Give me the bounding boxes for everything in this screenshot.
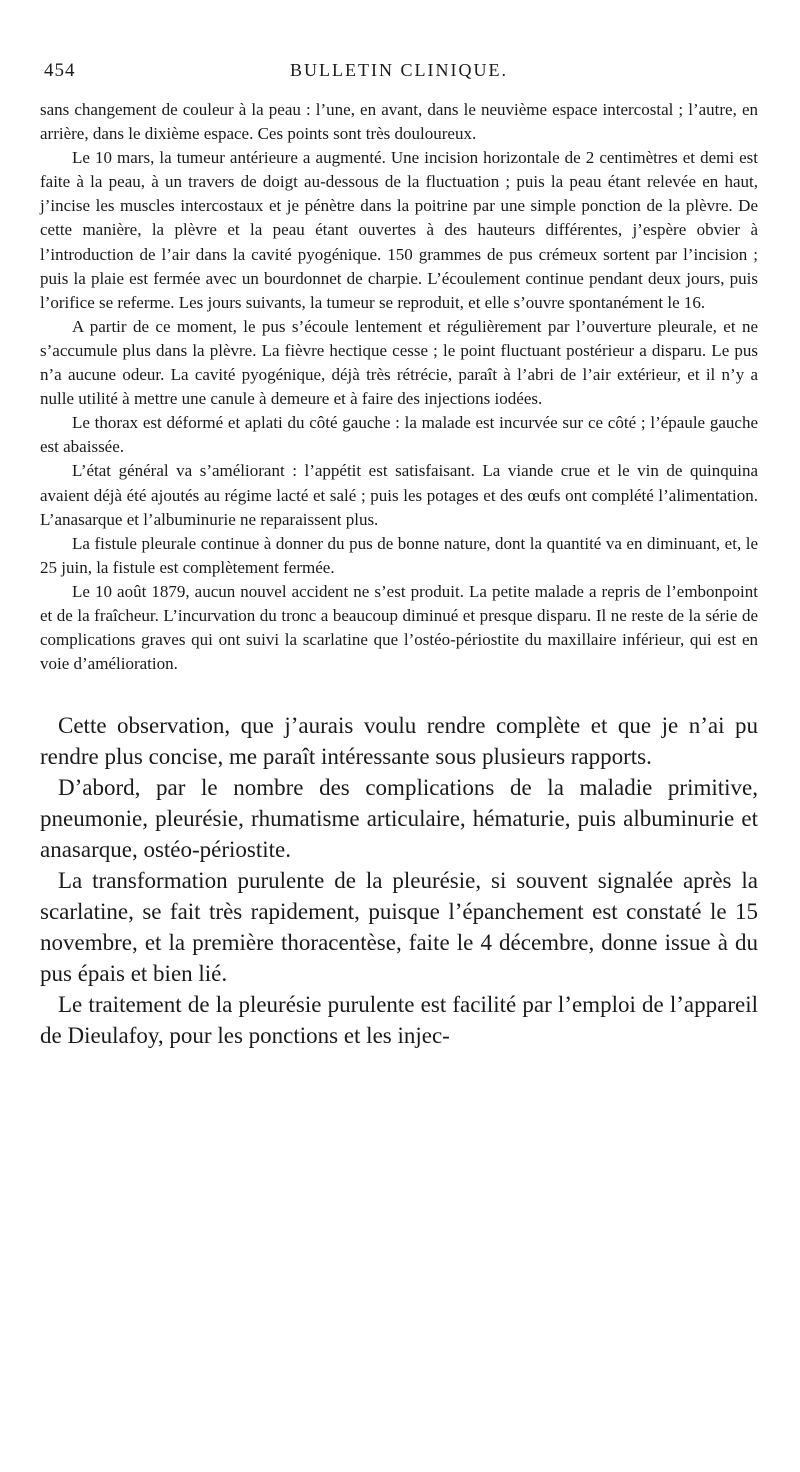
paragraph-1: sans changement de couleur à la peau : l’une, en avant, dans le neuvième espace intercostal ; l’autre, en arrière, dans le dixième espace. Ces points sont très douloureux. — [40, 100, 758, 144]
running-title: BULLETIN CLINIQUE. — [290, 60, 508, 80]
paragraph-5: L’état général va s’améliorant : l’appétit est satisfaisant. La viande crue et le vin de quinquina avaient déjà été ajoutés au régime lacté et salé ; puis les potages et des œufs ont complété l’alimentation. L’anasarque et l’albuminurie ne reparaissent plus. — [40, 461, 758, 529]
paragraph-6: La fistule pleurale continue à donner du pus de bonne nature, dont la quantité va en diminuant, et, le 25 juin, la fistule est complètement fermée. — [40, 533, 758, 577]
commentary-paragraph-4: Le traitement de la pleurésie purulente est facilité par l’emploi de l’appareil de Dieulafoy, pour les ponctions et les injec- — [40, 992, 758, 1049]
commentary-paragraph-3: La transformation purulente de la pleurésie, si souvent signalée après la scarlatine, se fait très rapidement, puisque l’épanchement est constaté le 15 novembre, et la première thoracentèse, faite le 4 décembre, donne issue à du pus épais et bien lié. — [40, 868, 758, 987]
commentary-text — [40, 710, 758, 1051]
page — [40, 50, 758, 1051]
commentary-paragraph-2: D’abord, par le nombre des complications de la maladie primitive, pneumonie, pleurésie, rhumatisme articulaire, hématurie, puis albuminurie et anasarque, ostéo-périostite. — [40, 775, 758, 863]
case-report-text — [40, 98, 758, 676]
paragraph-3: A partir de ce moment, le pus s’écoule lentement et régulièrement par l’ouverture pleurale, et ne s’accumule plus dans la plèvre. La fièvre hectique cesse ; le point fluctuant postérieur a disparu. Le pus n’a aucune odeur. La cavité pyogénique, déjà très rétrécie, paraît à l’abri de l’air extérieur, et il n’y a nulle utilité à mettre une canule à demeure et à faire des injections iodées. — [40, 316, 758, 409]
running-head — [40, 50, 758, 90]
paragraph-7: Le 10 août 1879, aucun nouvel accident ne s’est produit. La petite malade a repris de l’embonpoint et de la fraîcheur. L’incurvation du tronc a beaucoup diminué et presque disparu. Il ne reste de la série de complications graves qui ont suivi la scarlatine que l’ostéo-périostite du maxillaire inférieur, qui est en voie d’amélioration. — [40, 581, 758, 674]
paragraph-4: Le thorax est déformé et aplati du côté gauche : la malade est incurvée sur ce côté ; l’épaule gauche est abaissée. — [40, 413, 758, 457]
paragraph-2: Le 10 mars, la tumeur antérieure a augmenté. Une incision horizontale de 2 centimètres et demi est faite à la peau, à un travers de doigt au-dessous de la fluctuation ; puis la peau étant relevée en haut, j’incise les muscles intercostaux et je pénètre dans la poitrine par une simple ponction de la plèvre. De cette manière, la plèvre et la peau étant ouvertes à des hauteurs différentes, j’espère obvier à l’introduction de l’air dans la cavité pyogénique. 150 grammes de pus crémeux sortent par l’incision ; puis la plaie est fermée avec un bourdonnet de charpie. L’écoulement continue pendant deux jours, puis l’orifice se referme. Les jours suivants, la tumeur se reproduit, et elle s’ouvre spontanément le 16. — [40, 148, 758, 312]
commentary-paragraph-1: Cette observation, que j’aurais voulu rendre complète et que je n’ai pu rendre plus concise, me paraît intéressante sous plusieurs rapports. — [40, 713, 758, 770]
page-number: 454 — [44, 60, 76, 81]
